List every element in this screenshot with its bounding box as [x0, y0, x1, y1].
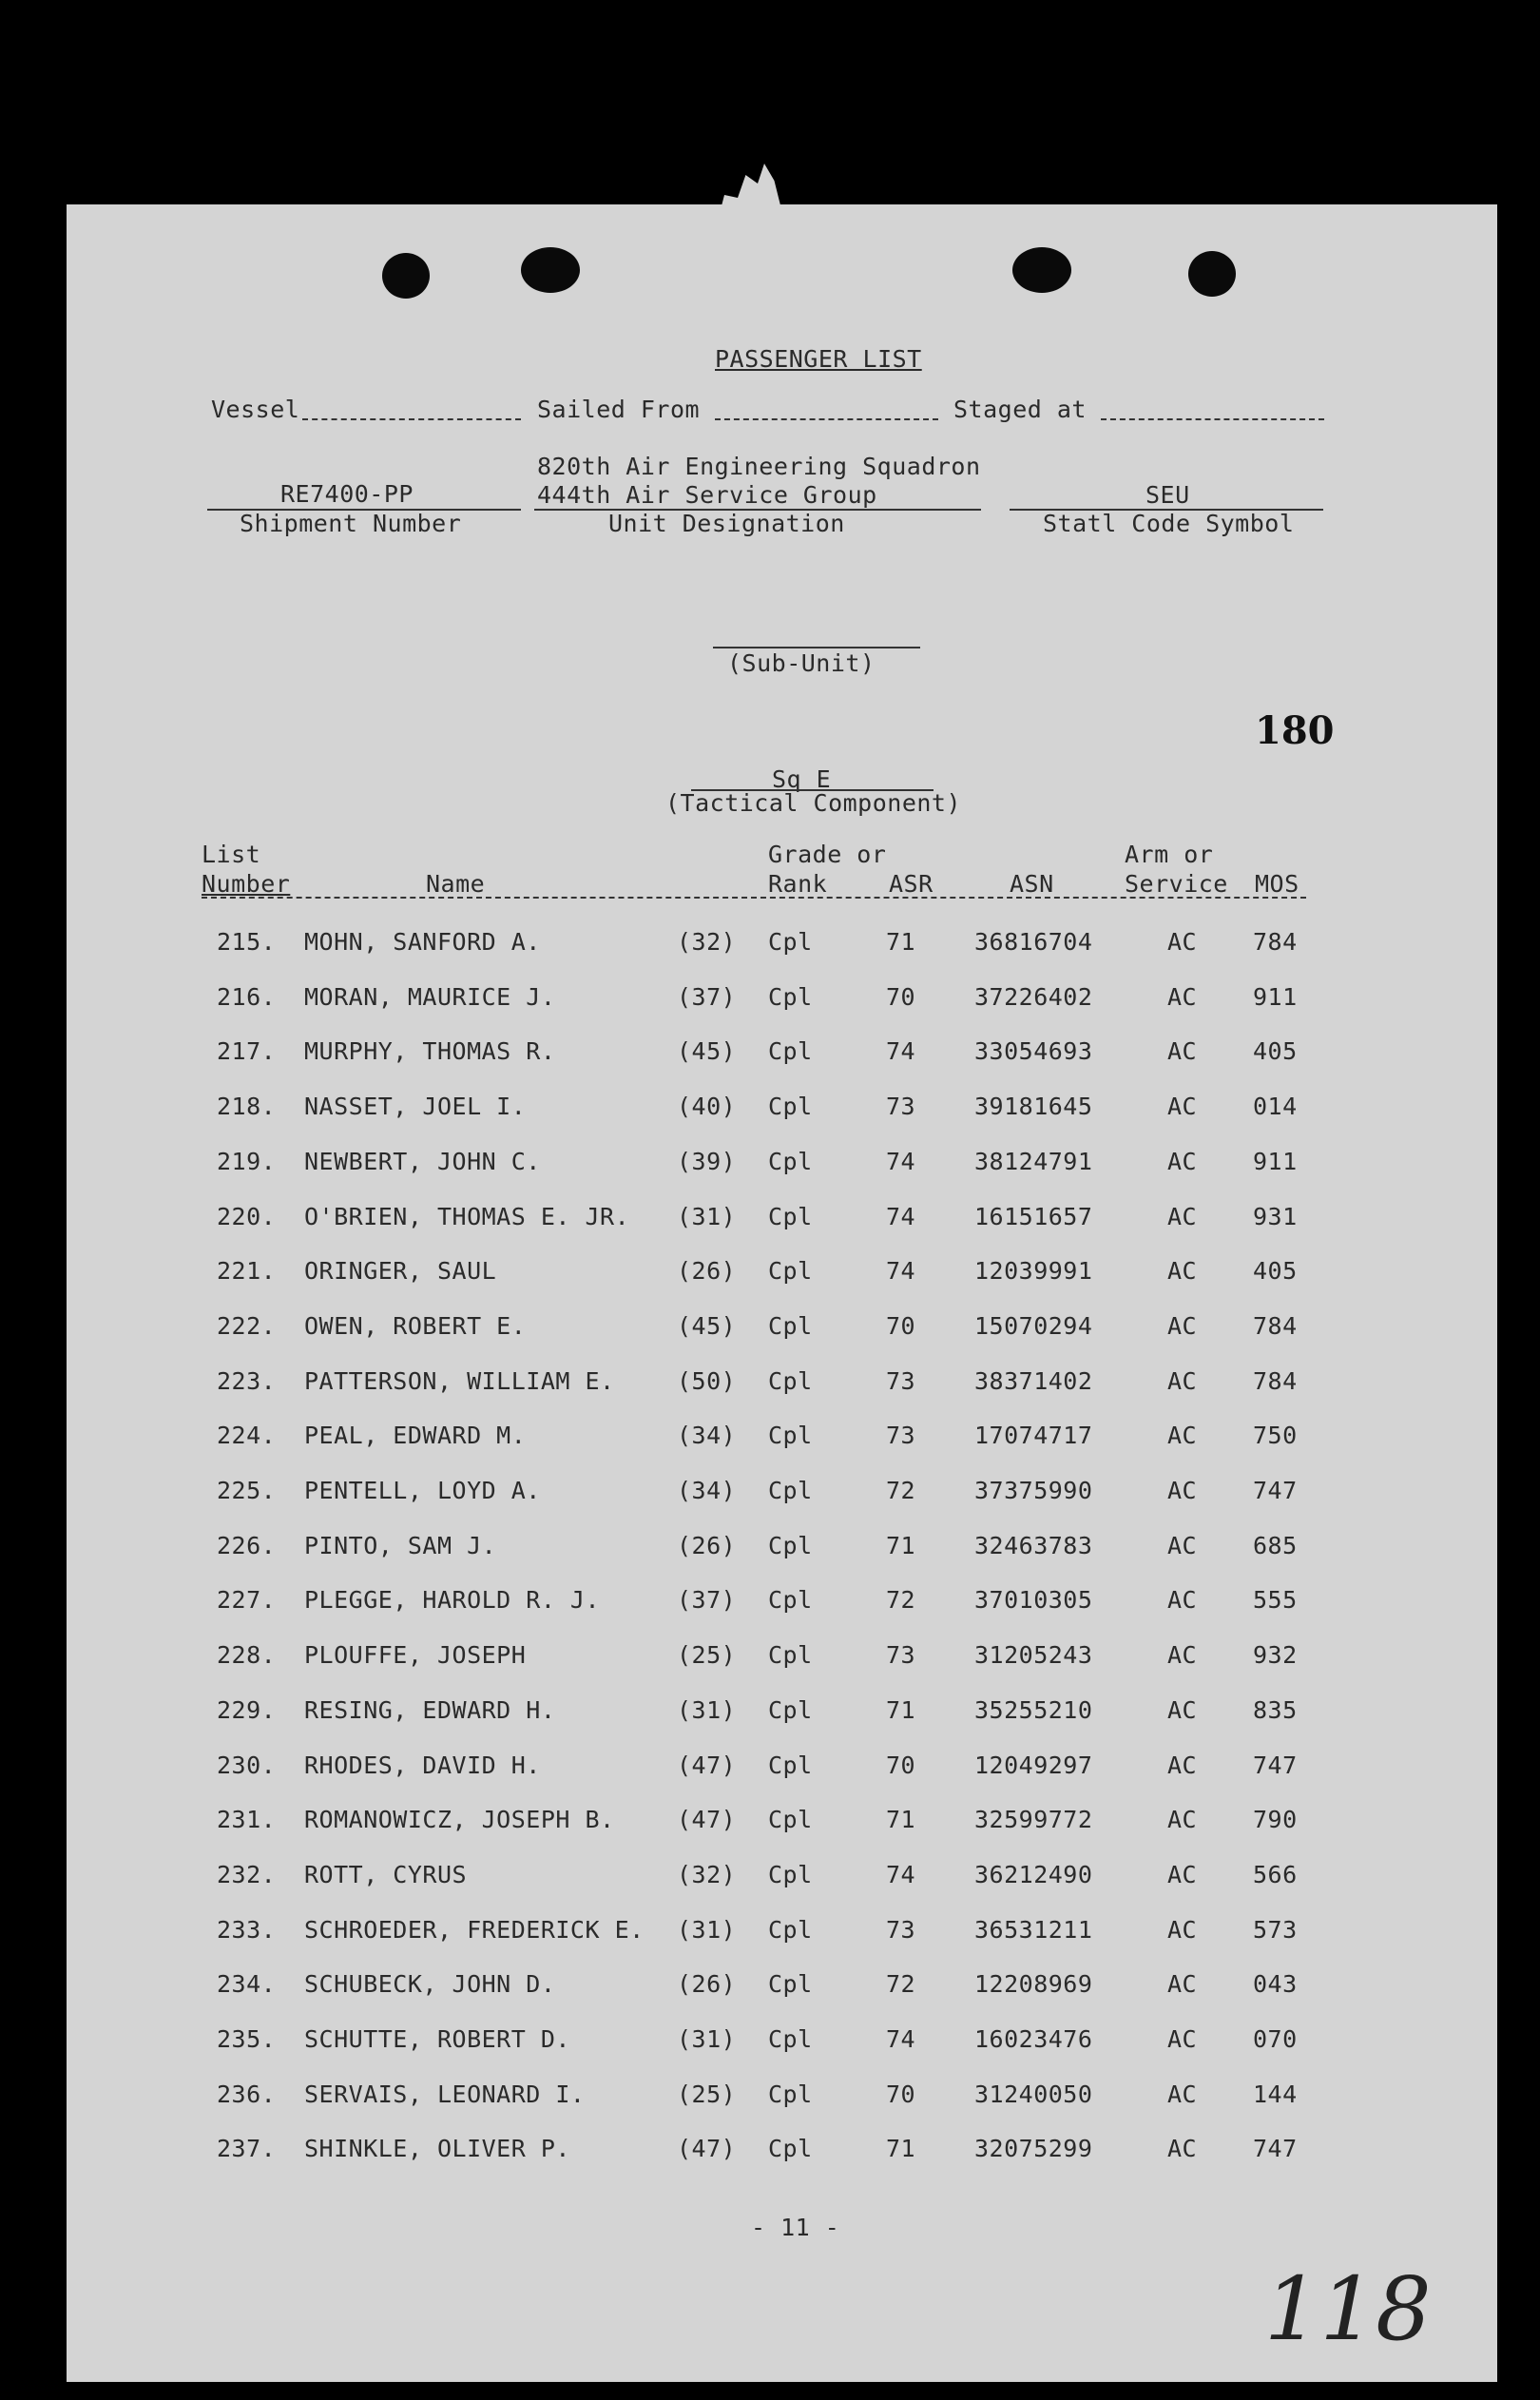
cell-list-number: 217. — [217, 1037, 277, 1065]
cell-mos: 790 — [1253, 1806, 1298, 1833]
cell-mos: 747 — [1253, 1477, 1298, 1504]
cell-mos: 784 — [1253, 1312, 1298, 1340]
cell-age: (34) — [677, 1477, 737, 1504]
cell-asn: 37010305 — [974, 1586, 1093, 1614]
sailed-from-blank — [715, 418, 938, 420]
cell-asn: 38124791 — [974, 1148, 1093, 1175]
cell-age: (40) — [677, 1093, 737, 1120]
cell-list-number: 220. — [217, 1203, 277, 1230]
cell-rank: Cpl — [768, 1861, 813, 1888]
cell-asr: 74 — [886, 2025, 916, 2053]
cell-list-number: 229. — [217, 1696, 277, 1724]
cell-asr: 73 — [886, 1422, 916, 1449]
cell-asr: 74 — [886, 1148, 916, 1175]
cell-asn: 15070294 — [974, 1312, 1093, 1340]
cell-arm-service: AC — [1167, 1093, 1198, 1120]
col-number: Number — [202, 870, 291, 898]
sailed-from-label: Sailed From — [537, 396, 701, 423]
col-asr: ASR — [889, 870, 934, 898]
cell-asn: 31240050 — [974, 2081, 1093, 2108]
cell-asr: 71 — [886, 1532, 916, 1559]
cell-age: (32) — [677, 928, 737, 956]
cell-arm-service: AC — [1167, 2025, 1198, 2053]
cell-passenger-name: ROMANOWICZ, JOSEPH B. — [304, 1806, 615, 1833]
cell-arm-service: AC — [1167, 1970, 1198, 1998]
cell-passenger-name: RHODES, DAVID H. — [304, 1752, 541, 1779]
cell-mos: 043 — [1253, 1970, 1298, 1998]
tactical-component-value: Sq E — [772, 765, 832, 793]
cell-list-number: 224. — [217, 1422, 277, 1449]
cell-passenger-name: ROTT, CYRUS — [304, 1861, 468, 1888]
cell-asr: 70 — [886, 2081, 916, 2108]
cell-age: (26) — [677, 1257, 737, 1285]
cell-age: (47) — [677, 1806, 737, 1833]
cell-arm-service: AC — [1167, 1586, 1198, 1614]
cell-age: (37) — [677, 983, 737, 1011]
cell-asn: 35255210 — [974, 1696, 1093, 1724]
vessel-label: Vessel — [211, 396, 300, 423]
cell-rank: Cpl — [768, 2135, 813, 2162]
handwritten-page-number: 118 — [1264, 2258, 1432, 2360]
staged-at-label: Staged at — [953, 396, 1087, 423]
cell-asr: 73 — [886, 1093, 916, 1120]
cell-passenger-name: ORINGER, SAUL — [304, 1257, 497, 1285]
cell-asr: 71 — [886, 2135, 916, 2162]
cell-age: (26) — [677, 1532, 737, 1559]
cell-mos: 932 — [1253, 1641, 1298, 1669]
cell-rank: Cpl — [768, 1532, 813, 1559]
cell-rank: Cpl — [768, 1093, 813, 1120]
cell-arm-service: AC — [1167, 1148, 1198, 1175]
cell-list-number: 236. — [217, 2081, 277, 2108]
cell-rank: Cpl — [768, 1367, 813, 1395]
cell-mos: 144 — [1253, 2081, 1298, 2108]
shipment-number-value: RE7400-PP — [280, 480, 414, 508]
page-stamp: 180 — [1255, 708, 1335, 753]
cell-list-number: 237. — [217, 2135, 277, 2162]
cell-mos: 405 — [1253, 1257, 1298, 1285]
cell-arm-service: AC — [1167, 1916, 1198, 1944]
cell-mos: 070 — [1253, 2025, 1298, 2053]
cell-list-number: 227. — [217, 1586, 277, 1614]
cell-arm-service: AC — [1167, 983, 1198, 1011]
cell-list-number: 225. — [217, 1477, 277, 1504]
cell-asr: 73 — [886, 1916, 916, 1944]
cell-list-number: 233. — [217, 1916, 277, 1944]
cell-passenger-name: MURPHY, THOMAS R. — [304, 1037, 556, 1065]
cell-passenger-name: PLEGGE, HAROLD R. J. — [304, 1586, 601, 1614]
cell-rank: Cpl — [768, 928, 813, 956]
cell-mos: 911 — [1253, 983, 1298, 1011]
cell-rank: Cpl — [768, 2025, 813, 2053]
cell-mos: 931 — [1253, 1203, 1298, 1230]
cell-passenger-name: SCHUBECK, JOHN D. — [304, 1970, 556, 1998]
cell-asr: 74 — [886, 1861, 916, 1888]
shipment-number-label: Shipment Number — [240, 510, 462, 537]
cell-passenger-name: MORAN, MAURICE J. — [304, 983, 556, 1011]
cell-list-number: 221. — [217, 1257, 277, 1285]
cell-rank: Cpl — [768, 1477, 813, 1504]
cell-list-number: 223. — [217, 1367, 277, 1395]
cell-mos: 747 — [1253, 1752, 1298, 1779]
cell-mos: 405 — [1253, 1037, 1298, 1065]
unit-designation-line2: 444th Air Service Group — [537, 481, 877, 509]
col-list: List — [202, 841, 261, 868]
cell-list-number: 216. — [217, 983, 277, 1011]
cell-age: (31) — [677, 1916, 737, 1944]
cell-arm-service: AC — [1167, 2135, 1198, 2162]
cell-rank: Cpl — [768, 1422, 813, 1449]
punch-hole — [382, 253, 430, 299]
cell-rank: Cpl — [768, 1148, 813, 1175]
cell-age: (26) — [677, 1970, 737, 1998]
cell-list-number: 234. — [217, 1970, 277, 1998]
cell-arm-service: AC — [1167, 1037, 1198, 1065]
punch-hole — [521, 247, 580, 293]
cell-mos: 566 — [1253, 1861, 1298, 1888]
cell-passenger-name: O'BRIEN, THOMAS E. JR. — [304, 1203, 630, 1230]
cell-arm-service: AC — [1167, 1367, 1198, 1395]
cell-passenger-name: PENTELL, LOYD A. — [304, 1477, 541, 1504]
cell-rank: Cpl — [768, 2081, 813, 2108]
cell-passenger-name: SERVAIS, LEONARD I. — [304, 2081, 586, 2108]
cell-asr: 70 — [886, 1312, 916, 1340]
cell-passenger-name: PLOUFFE, JOSEPH — [304, 1641, 527, 1669]
cell-passenger-name: PEAL, EDWARD M. — [304, 1422, 527, 1449]
cell-mos: 685 — [1253, 1532, 1298, 1559]
cell-asn: 32075299 — [974, 2135, 1093, 2162]
cell-arm-service: AC — [1167, 1203, 1198, 1230]
punch-hole — [1012, 247, 1071, 293]
cell-arm-service: AC — [1167, 1861, 1198, 1888]
cell-list-number: 228. — [217, 1641, 277, 1669]
cell-list-number: 232. — [217, 1861, 277, 1888]
col-grade: Grade or — [768, 841, 887, 868]
cell-mos: 555 — [1253, 1586, 1298, 1614]
col-asn: ASN — [1010, 870, 1054, 898]
cell-asn: 36531211 — [974, 1916, 1093, 1944]
cell-passenger-name: SHINKLE, OLIVER P. — [304, 2135, 570, 2162]
cell-rank: Cpl — [768, 1970, 813, 1998]
cell-arm-service: AC — [1167, 1696, 1198, 1724]
cell-asr: 74 — [886, 1203, 916, 1230]
cell-asn: 36816704 — [974, 928, 1093, 956]
header-rule — [202, 897, 1306, 899]
cell-arm-service: AC — [1167, 1532, 1198, 1559]
col-service: Service — [1125, 870, 1228, 898]
cell-age: (31) — [677, 1203, 737, 1230]
cell-arm-service: AC — [1167, 1752, 1198, 1779]
cell-arm-service: AC — [1167, 928, 1198, 956]
cell-age: (31) — [677, 2025, 737, 2053]
cell-asn: 12208969 — [974, 1970, 1093, 1998]
cell-rank: Cpl — [768, 983, 813, 1011]
cell-rank: Cpl — [768, 1312, 813, 1340]
cell-age: (34) — [677, 1422, 737, 1449]
cell-list-number: 219. — [217, 1148, 277, 1175]
cell-asr: 73 — [886, 1641, 916, 1669]
cell-asr: 72 — [886, 1586, 916, 1614]
cell-rank: Cpl — [768, 1203, 813, 1230]
cell-list-number: 215. — [217, 928, 277, 956]
cell-asn: 36212490 — [974, 1861, 1093, 1888]
col-name: Name — [426, 870, 486, 898]
cell-mos: 784 — [1253, 1367, 1298, 1395]
cell-asn: 32599772 — [974, 1806, 1093, 1833]
cell-asn: 32463783 — [974, 1532, 1093, 1559]
cell-age: (47) — [677, 2135, 737, 2162]
cell-mos: 911 — [1253, 1148, 1298, 1175]
cell-asn: 16023476 — [974, 2025, 1093, 2053]
cell-age: (37) — [677, 1586, 737, 1614]
cell-asr: 70 — [886, 1752, 916, 1779]
cell-rank: Cpl — [768, 1037, 813, 1065]
col-rank: Rank — [768, 870, 828, 898]
cell-asr: 74 — [886, 1037, 916, 1065]
document-title: PASSENGER LIST — [715, 345, 922, 373]
cell-arm-service: AC — [1167, 1422, 1198, 1449]
cell-asn: 39181645 — [974, 1093, 1093, 1120]
unit-designation-line1: 820th Air Engineering Squadron — [537, 453, 981, 480]
torn-staple-area — [718, 164, 784, 221]
cell-mos: 835 — [1253, 1696, 1298, 1724]
cell-age: (32) — [677, 1861, 737, 1888]
col-mos: MOS — [1255, 870, 1299, 898]
cell-asn: 12039991 — [974, 1257, 1093, 1285]
cell-list-number: 226. — [217, 1532, 277, 1559]
cell-age: (39) — [677, 1148, 737, 1175]
cell-asn: 16151657 — [974, 1203, 1093, 1230]
cell-asr: 74 — [886, 1257, 916, 1285]
page-number: - 11 - — [751, 2214, 840, 2241]
cell-age: (45) — [677, 1312, 737, 1340]
cell-asr: 73 — [886, 1367, 916, 1395]
cell-rank: Cpl — [768, 1806, 813, 1833]
col-arm: Arm or — [1125, 841, 1214, 868]
cell-passenger-name: SCHUTTE, ROBERT D. — [304, 2025, 570, 2053]
cell-passenger-name: PINTO, SAM J. — [304, 1532, 497, 1559]
staged-at-blank — [1101, 418, 1324, 420]
cell-passenger-name: RESING, EDWARD H. — [304, 1696, 556, 1724]
cell-arm-service: AC — [1167, 2081, 1198, 2108]
subunit-rule — [713, 647, 920, 648]
cell-list-number: 231. — [217, 1806, 277, 1833]
cell-asn: 33054693 — [974, 1037, 1093, 1065]
cell-asr: 71 — [886, 928, 916, 956]
cell-arm-service: AC — [1167, 1477, 1198, 1504]
cell-asr: 70 — [886, 983, 916, 1011]
cell-list-number: 230. — [217, 1752, 277, 1779]
cell-arm-service: AC — [1167, 1806, 1198, 1833]
cell-asn: 37226402 — [974, 983, 1093, 1011]
cell-list-number: 222. — [217, 1312, 277, 1340]
cell-rank: Cpl — [768, 1916, 813, 1944]
cell-age: (45) — [677, 1037, 737, 1065]
cell-mos: 747 — [1253, 2135, 1298, 2162]
cell-age: (25) — [677, 2081, 737, 2108]
cell-passenger-name: NASSET, JOEL I. — [304, 1093, 527, 1120]
cell-asr: 72 — [886, 1970, 916, 1998]
cell-asn: 17074717 — [974, 1422, 1093, 1449]
cell-asr: 71 — [886, 1696, 916, 1724]
cell-rank: Cpl — [768, 1586, 813, 1614]
cell-asr: 71 — [886, 1806, 916, 1833]
subunit-label: (Sub-Unit) — [727, 649, 876, 677]
cell-rank: Cpl — [768, 1696, 813, 1724]
cell-age: (50) — [677, 1367, 737, 1395]
cell-passenger-name: MOHN, SANFORD A. — [304, 928, 541, 956]
unit-designation-label: Unit Designation — [608, 510, 845, 537]
cell-asn: 38371402 — [974, 1367, 1093, 1395]
tactical-component-label: (Tactical Component) — [665, 789, 962, 817]
cell-age: (31) — [677, 1696, 737, 1724]
cell-list-number: 218. — [217, 1093, 277, 1120]
vessel-blank — [302, 418, 521, 420]
cell-rank: Cpl — [768, 1257, 813, 1285]
cell-mos: 784 — [1253, 928, 1298, 956]
cell-asn: 31205243 — [974, 1641, 1093, 1669]
cell-rank: Cpl — [768, 1641, 813, 1669]
code-symbol-label: Statl Code Symbol — [1043, 510, 1295, 537]
cell-age: (25) — [677, 1641, 737, 1669]
cell-mos: 014 — [1253, 1093, 1298, 1120]
cell-age: (47) — [677, 1752, 737, 1779]
cell-mos: 750 — [1253, 1422, 1298, 1449]
cell-arm-service: AC — [1167, 1641, 1198, 1669]
cell-passenger-name: SCHROEDER, FREDERICK E. — [304, 1916, 645, 1944]
cell-asn: 12049297 — [974, 1752, 1093, 1779]
cell-passenger-name: OWEN, ROBERT E. — [304, 1312, 527, 1340]
punch-hole — [1188, 251, 1236, 297]
cell-list-number: 235. — [217, 2025, 277, 2053]
cell-rank: Cpl — [768, 1752, 813, 1779]
cell-arm-service: AC — [1167, 1312, 1198, 1340]
code-symbol-value: SEU — [1145, 481, 1190, 509]
cell-asn: 37375990 — [974, 1477, 1093, 1504]
cell-mos: 573 — [1253, 1916, 1298, 1944]
cell-arm-service: AC — [1167, 1257, 1198, 1285]
cell-passenger-name: NEWBERT, JOHN C. — [304, 1148, 541, 1175]
cell-passenger-name: PATTERSON, WILLIAM E. — [304, 1367, 615, 1395]
cell-asr: 72 — [886, 1477, 916, 1504]
